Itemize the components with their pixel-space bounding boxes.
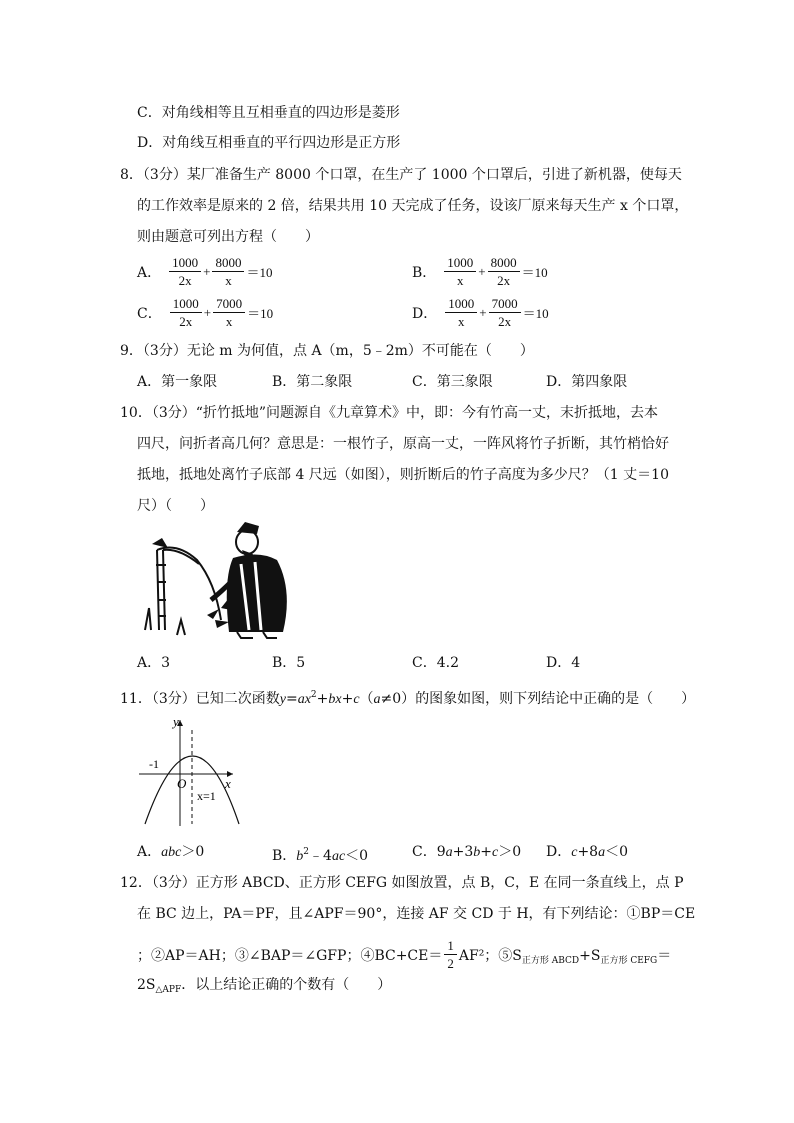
q10-option-a: A．3 xyxy=(137,655,171,671)
q8-stem-line1: 8．（3分）某厂准备生产 8000 个口罩，在生产了 1000 个口罩后，引进了新机器，使每天 xyxy=(120,167,682,183)
q10-option-b: B．5 xyxy=(272,655,306,671)
q10-stem-line1: 10．（3分）“折竹抵地”问题源自《九章算术》中，即：今有竹高一丈，末折抵地，去本 xyxy=(120,405,659,421)
q7-option-d: D．对角线互相垂直的平行四边形是正方形 xyxy=(137,135,401,151)
symmetry-axis-label: x=1 xyxy=(197,789,216,803)
q8-option-d: D． $\frac{1000}{x}$ + $\frac{7000}{2x}$ ＝10 xyxy=(412,296,549,329)
q11-option-d: D．c+8a＜0 xyxy=(546,844,629,860)
q8-option-a: A． $\frac{1000}{2x}$ + $\frac{8000}{x}$ ＝10 xyxy=(137,255,273,288)
q11-option-a: A．abc＞0 xyxy=(137,844,205,860)
q9-option-c: C．第三象限 xyxy=(412,374,493,390)
fraction-1: $\frac{1000}{x}$ xyxy=(445,296,477,329)
fraction-2: $\frac{8000}{2x}$ xyxy=(488,255,520,288)
q8-stem-line3: 则由题意可列出方程（ ） xyxy=(137,229,319,245)
option-label: C． xyxy=(137,305,162,322)
q9-stem: 9．（3分）无论 m 为何值，点 A（m，5﹣2m）不可能在（ ） xyxy=(120,343,534,359)
q12-stem-line3: ；②AP＝AH；③∠BAP＝∠GFP；④BC+CE＝ $\frac{1}{2}$ AF²；$⑤S_{正方形 ABCD}+S_{正方形 CEFG}=$ xyxy=(137,938,672,971)
parabola-graph xyxy=(137,712,247,828)
q12-stem-line1: 12．（3分）正方形 ABCD、正方形 CEFG 如图放置，点 B，C，E 在同一条直线上，点 P xyxy=(120,875,684,891)
q9-option-d: D．第四象限 xyxy=(546,374,628,390)
q7-option-c: C．对角线相等且互相垂直的四边形是菱形 xyxy=(137,105,400,121)
fraction-1: $\frac{1000}{2x}$ xyxy=(170,296,202,329)
q10-stem-line4: 尺）（ ） xyxy=(137,498,214,514)
option-label: B． xyxy=(412,264,437,281)
fraction-1: $\frac{1000}{x}$ xyxy=(444,255,476,288)
fraction-half: $\frac{1}{2}$ xyxy=(444,938,457,971)
q12-stem-line2: 在 BC 边上，PA＝PF，且∠APF＝90°，连接 AF 交 CD 于 H，有下列结论：①BP＝CE xyxy=(137,906,696,922)
q11-stem: 11．（3分）已知二次函数$y=ax^2+bx+c(a\ne 0)$的图象如图，则下列结论中正确的是（ ） xyxy=(120,690,696,707)
q8-option-c: C． $\frac{1000}{2x}$ + $\frac{7000}{x}$ ＝10 xyxy=(137,296,274,329)
q10-option-d: D．4 xyxy=(546,655,581,671)
x-axis-label: x xyxy=(225,776,231,791)
q11-option-c: C．9a+3b+c＞0 xyxy=(412,844,522,860)
fraction-1: $\frac{1000}{2x}$ xyxy=(169,255,201,288)
q9-option-b: B．第二象限 xyxy=(272,374,353,390)
q11-option-b: B．$b^2﹣4ac<0$ xyxy=(272,847,369,864)
bamboo-scholar-illustration xyxy=(137,520,297,640)
y-axis-label: y xyxy=(173,714,179,729)
q8-option-b: B． $\frac{1000}{x}$ + $\frac{8000}{2x}$ ＝10 xyxy=(412,255,548,288)
origin-label: O xyxy=(177,776,187,791)
q9-option-a: A．第一象限 xyxy=(137,374,218,390)
q8-stem-line2: 的工作效率是原来的 2 倍，结果共用 10 天完成了任务，设该厂原来每天生产 x 个口罩， xyxy=(137,198,689,214)
q10-stem-line3: 抵地，抵地处离竹子底部 4 尺远（如图），则折断后的竹子高度为多少尺？（1 丈＝10 xyxy=(137,467,669,483)
fraction-2: $\frac{8000}{x}$ xyxy=(212,255,244,288)
option-label: A． xyxy=(137,264,162,281)
fraction-2: $\frac{7000}{2x}$ xyxy=(489,296,521,329)
option-label: D． xyxy=(412,305,438,322)
q12-stem-line4: $2S_{\triangle APF}$．以上结论正确的个数有（ ） xyxy=(137,977,392,995)
tick-label: -1 xyxy=(149,757,159,771)
q10-stem-line2: 四尺，问折者高几何？意思是：一根竹子，原高一丈，一阵风将竹子折断，其竹梢恰好 xyxy=(137,436,669,452)
q10-option-c: C．4.2 xyxy=(412,655,459,671)
fraction-2: $\frac{7000}{x}$ xyxy=(213,296,245,329)
